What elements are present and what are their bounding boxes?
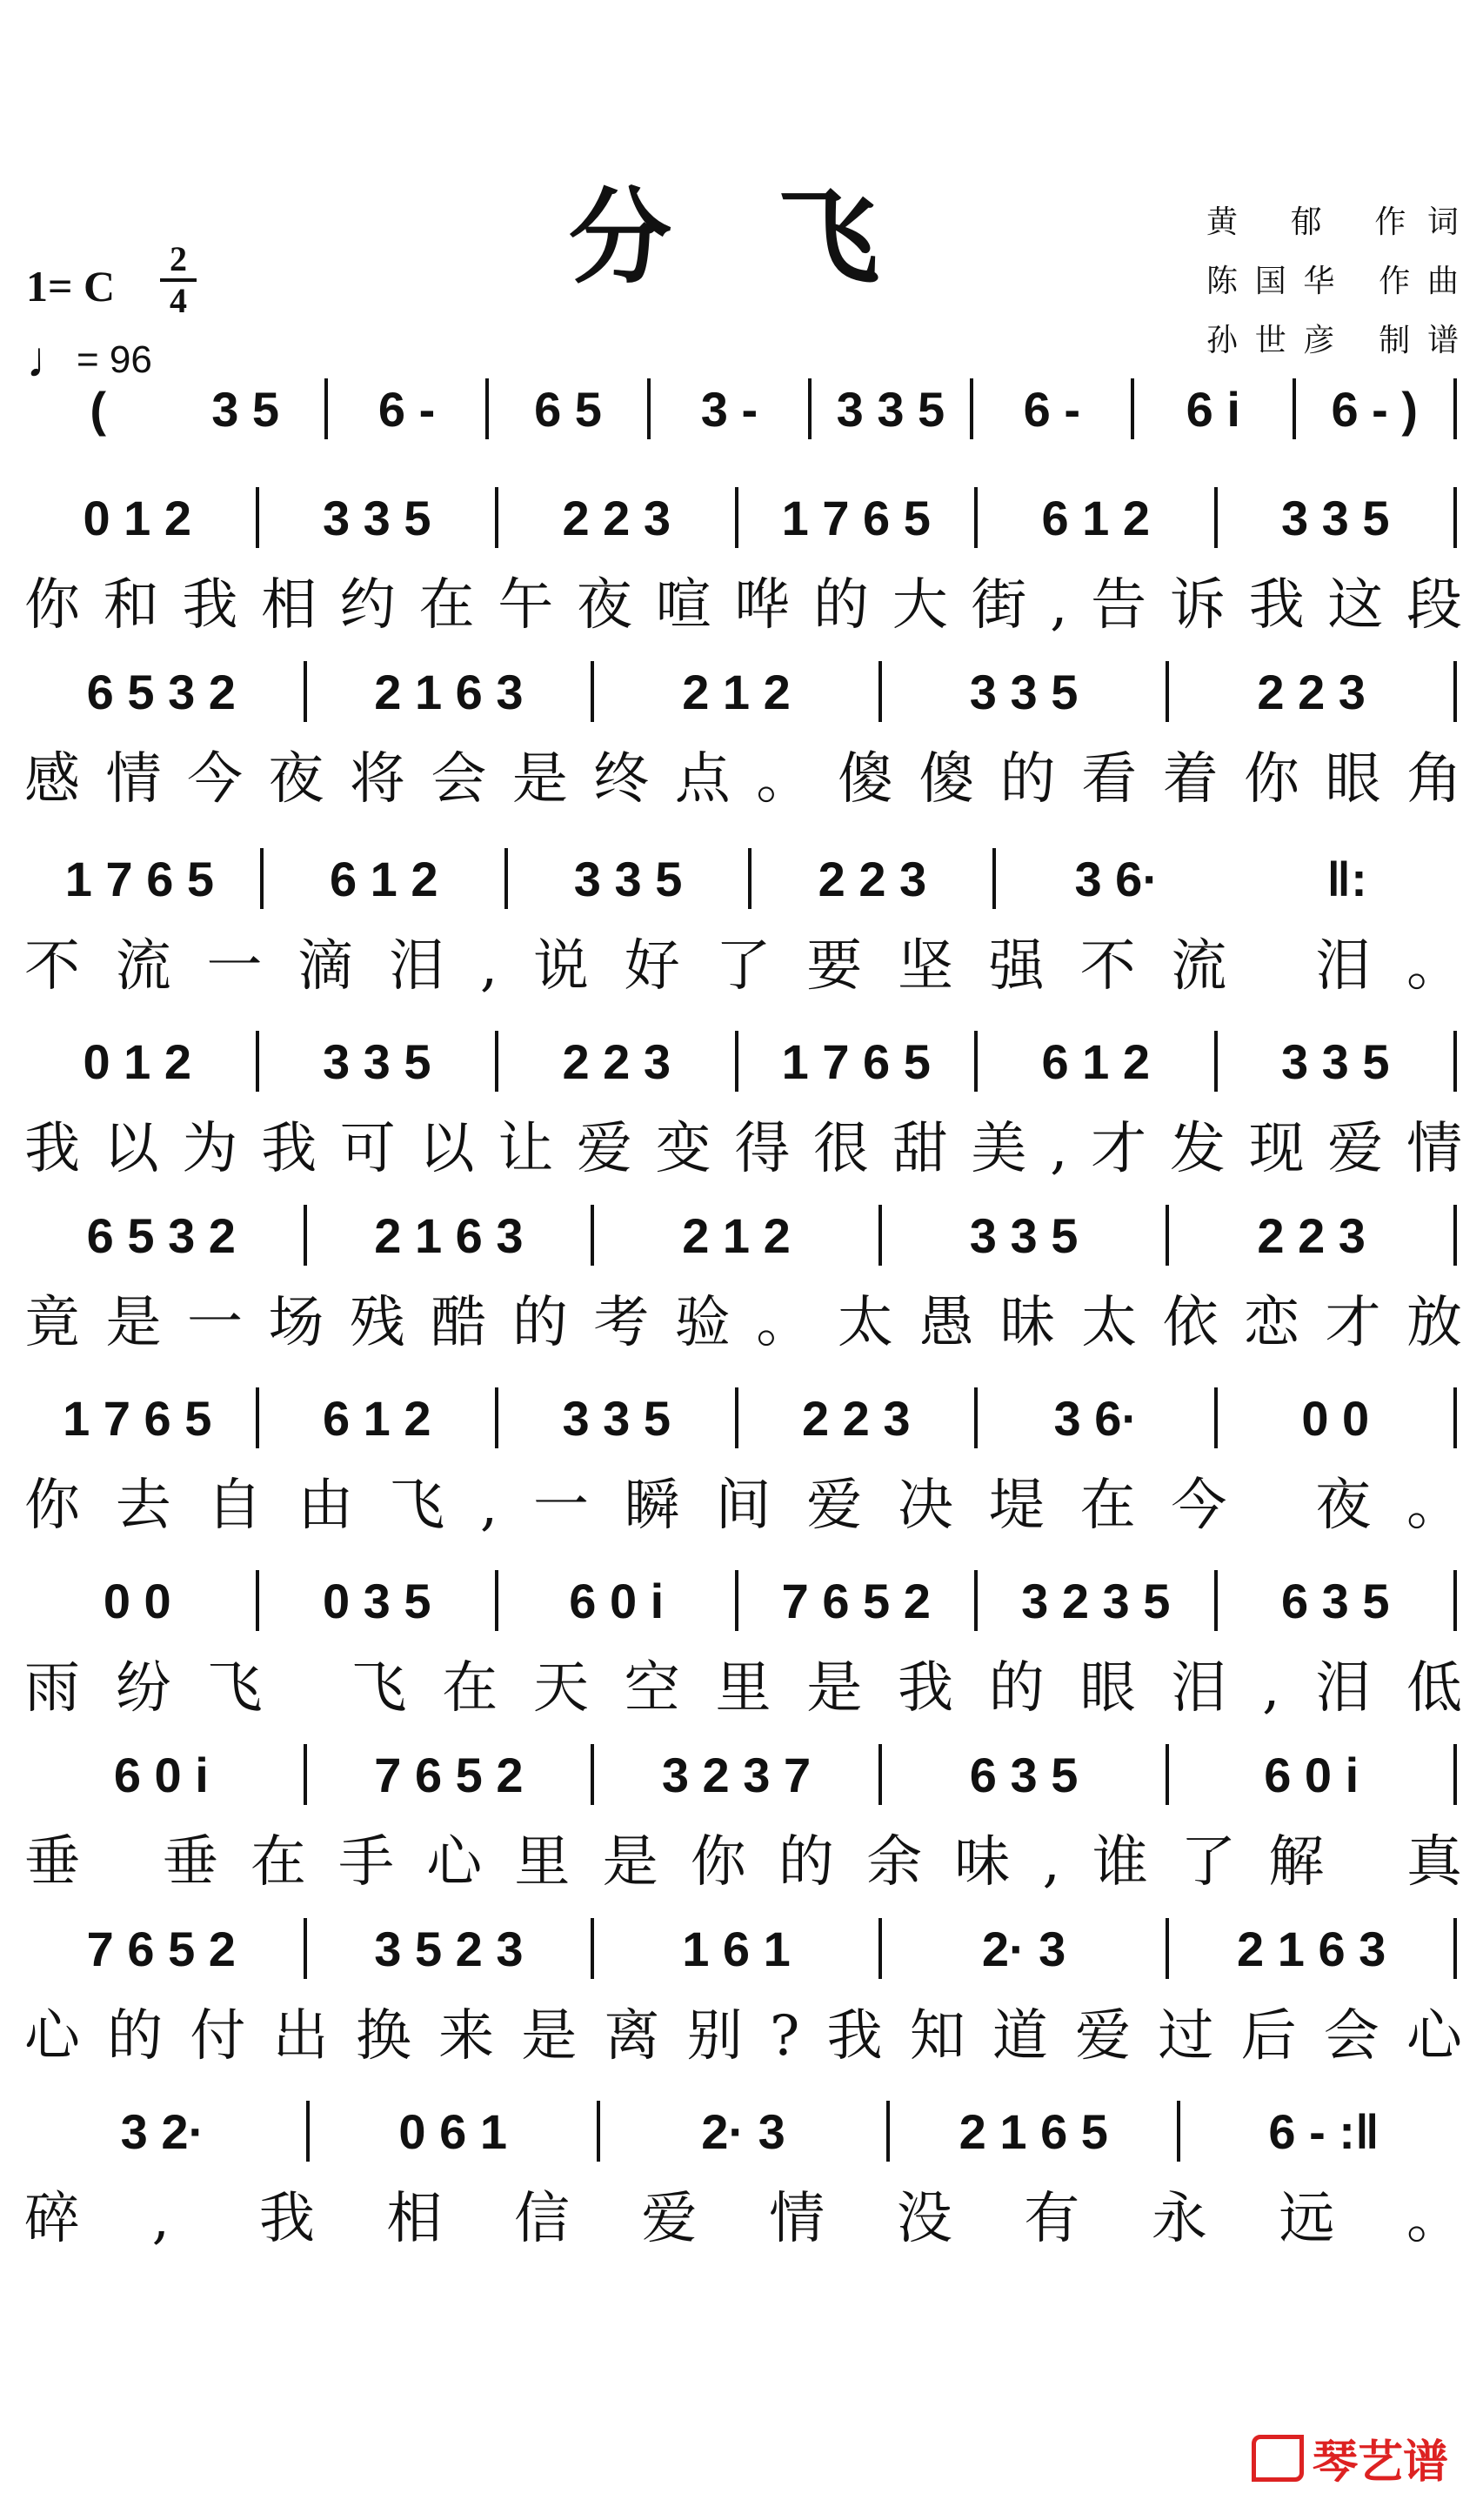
time-top: 2 <box>170 239 187 278</box>
note-group: 6 0 i <box>569 1573 665 1628</box>
note-group: 0 3 5 <box>322 1573 431 1628</box>
lyric-line: 我以为我可以让爱变得很甜美,才发现爱情 <box>24 1117 1462 1181</box>
note-group: 6 5 3 2 <box>86 1207 236 1263</box>
bar-line <box>878 1744 882 1805</box>
bar-line <box>591 1205 594 1266</box>
note-group: 3 3 5 <box>573 851 683 906</box>
note-group: 7 6 5 2 <box>374 1747 524 1802</box>
note-group: 1 7 6 5 <box>781 1033 931 1089</box>
bar-line <box>735 487 738 548</box>
bar-line <box>256 487 259 548</box>
bar-line <box>992 848 996 909</box>
note-group: 6 - :‖ <box>1268 2103 1379 2159</box>
note-group: 2 2 3 <box>1257 664 1366 719</box>
lyric-line: 心的付出换来是离别?我知道爱过后会心 <box>24 2004 1462 2069</box>
note-group: 6 - <box>1023 381 1081 437</box>
note-group: 6 - <box>377 381 436 437</box>
bar-line <box>1453 1744 1457 1805</box>
note-group: 3 3 5 <box>1280 1033 1390 1089</box>
bar-line <box>1166 1918 1169 1979</box>
lyricist: 黄 郁 作词 <box>1206 204 1459 240</box>
note-group: 6 i <box>1186 381 1240 437</box>
bar-line <box>1453 1031 1457 1092</box>
bar-line <box>256 1031 259 1092</box>
note-group: 3 3 5 <box>1280 490 1390 545</box>
song-title: 分 飞 <box>568 177 915 297</box>
note-group: 3 3 5 <box>836 381 945 437</box>
bar-line <box>1214 487 1218 548</box>
note-group: ( <box>90 381 107 437</box>
note-group: 2 1 6 3 <box>374 664 524 719</box>
note-group: 3 2 3 5 <box>1021 1573 1171 1628</box>
bar-line <box>647 378 651 439</box>
bar-line <box>1131 378 1134 439</box>
lyrics-row <box>24 1814 1462 1901</box>
note-group: 3 6· <box>1074 851 1159 906</box>
bar-line <box>495 487 498 548</box>
note-group: 0 6 1 <box>398 2103 507 2159</box>
bar-line <box>974 487 978 548</box>
bar-line <box>1166 1744 1169 1805</box>
note-group: 3 3 5 <box>322 1033 431 1089</box>
bar-line <box>304 1918 307 1979</box>
bar-line <box>597 2101 600 2162</box>
lyrics-row <box>24 1457 1462 1544</box>
watermark-text: 琴艺谱 <box>1312 2436 1448 2489</box>
arranger: 孙世彦 制谱 <box>1206 323 1459 358</box>
bar-line <box>324 378 328 439</box>
bar-line <box>878 1918 882 1979</box>
note-group: 2 2 3 <box>562 1033 671 1089</box>
bar-line <box>735 1570 738 1631</box>
note-group: 2 1 6 3 <box>1237 1921 1386 1976</box>
bar-line <box>1453 487 1457 548</box>
bar-line <box>304 1205 307 1266</box>
lyric-line: 竟是一场残酷的考验。太愚昧太依恋才放 <box>24 1291 1462 1355</box>
bar-line <box>974 1570 978 1631</box>
note-group: 3 2 3 7 <box>661 1747 812 1802</box>
bar-line <box>591 1744 594 1805</box>
bar-line <box>748 848 752 909</box>
note-group: 3 5 2 3 <box>374 1921 524 1976</box>
bar-line <box>495 1031 498 1092</box>
bar-line <box>1453 378 1457 439</box>
lyrics-row <box>24 1274 1462 1361</box>
bar-line <box>304 661 307 722</box>
note-group: 6 5 <box>534 381 602 437</box>
note-group: 6 5 3 2 <box>86 664 236 719</box>
credits <box>1206 193 1459 371</box>
lyric-line: 垂 垂在手心里是你的余味,谁了解 真 <box>24 1830 1462 1895</box>
bar-line <box>970 378 973 439</box>
bar-line <box>1214 1031 1218 1092</box>
bar-line <box>1214 1387 1218 1448</box>
notes-row <box>24 1018 1462 1105</box>
tempo-value: = 96 <box>77 338 152 381</box>
note-group: 2 1 2 <box>682 1207 791 1263</box>
note-group: 6 1 2 <box>1041 1033 1151 1089</box>
notes-row <box>24 2088 1462 2175</box>
note-group: 2 2 3 <box>1257 1207 1366 1263</box>
note-group: 2 1 6 5 <box>959 2103 1108 2159</box>
note-group: 6 0 i <box>113 1747 209 1802</box>
bar-line <box>974 1387 978 1448</box>
watermark <box>1252 2425 1448 2490</box>
bar-line <box>1453 1205 1457 1266</box>
bar-line <box>485 378 489 439</box>
notes-row <box>24 365 1462 452</box>
lyric-line: 不流一滴泪,说好了要坚强不流 泪。 <box>24 934 1462 999</box>
bar-line <box>1293 378 1296 439</box>
note-group: 2 1 6 3 <box>374 1207 524 1263</box>
note-group: 0 1 2 <box>83 490 192 545</box>
bar-line <box>504 848 508 909</box>
bar-line <box>735 1031 738 1092</box>
bar-line <box>886 2101 890 2162</box>
bar-line <box>878 1205 882 1266</box>
bar-line <box>808 378 812 439</box>
notes-row <box>24 1905 1462 1992</box>
lyric-line: 你去自由飞,一瞬间爱决堤在今 夜。 <box>24 1474 1462 1538</box>
time-signature <box>157 239 200 320</box>
notes-row <box>24 474 1462 561</box>
note-group: 1 7 6 5 <box>63 1390 212 1446</box>
note-group: 2· 3 <box>981 1921 1066 1976</box>
bar-line <box>1166 1205 1169 1266</box>
bar-line <box>591 661 594 722</box>
note-group: 7 6 5 2 <box>86 1921 236 1976</box>
bar-line <box>1453 1570 1457 1631</box>
note-group: 3 6· <box>1053 1390 1138 1446</box>
note-group: 6 0 i <box>1264 1747 1359 1802</box>
note-group: 6 1 2 <box>1041 490 1151 545</box>
lyric-line: 感情今夜将会是终点。傻傻的看着你眼角 <box>24 747 1462 812</box>
time-bottom: 4 <box>170 281 187 320</box>
note-group: ‖: <box>1326 851 1367 906</box>
bar-line <box>1177 2101 1180 2162</box>
lyrics-row <box>24 1640 1462 1727</box>
lyrics-row <box>24 557 1462 644</box>
bar-line <box>256 1570 259 1631</box>
note-group: 3 - <box>700 381 758 437</box>
bar-line <box>974 1031 978 1092</box>
bar-line <box>260 848 264 909</box>
note-group: 2 1 2 <box>682 664 791 719</box>
lyric-line: 碎, 我相信爱情没有永远。 <box>24 2187 1462 2251</box>
quarter-note-icon: ♩ <box>26 331 77 388</box>
note-group: 6 - ) <box>1331 381 1418 437</box>
note-group: 6 1 2 <box>322 1390 431 1446</box>
lyrics-row <box>24 918 1462 1005</box>
note-group: 0 0 <box>1301 1390 1370 1446</box>
note-group: 1 6 1 <box>682 1921 791 1976</box>
note-group: 0 1 2 <box>83 1033 192 1089</box>
notes-row <box>24 648 1462 735</box>
bar-line <box>306 2101 310 2162</box>
notes-row <box>24 1374 1462 1461</box>
notes-row <box>24 1731 1462 1818</box>
key-signature: 1= C <box>26 262 116 311</box>
bar-line <box>256 1387 259 1448</box>
bar-line <box>1453 1387 1457 1448</box>
note-group: 2· 3 <box>701 2103 785 2159</box>
lyrics-row <box>24 2170 1462 2257</box>
note-group: 6 3 5 <box>1280 1573 1390 1628</box>
note-group: 3 2· <box>120 2103 205 2159</box>
note-group: 1 7 6 5 <box>64 851 215 906</box>
composer: 陈国华 作曲 <box>1206 264 1459 299</box>
note-group: 6 3 5 <box>969 1747 1079 1802</box>
notes-row <box>24 835 1462 922</box>
note-group: 6 1 2 <box>329 851 438 906</box>
note-group: 3 3 5 <box>969 1207 1079 1263</box>
bar-line <box>878 661 882 722</box>
note-group: 7 6 5 2 <box>781 1573 931 1628</box>
bar-line <box>735 1387 738 1448</box>
note-group: 3 5 <box>211 381 280 437</box>
lyrics-row <box>24 1100 1462 1187</box>
lyrics-row <box>24 731 1462 818</box>
note-group: 1 7 6 5 <box>781 490 931 545</box>
bar-line <box>591 1918 594 1979</box>
lyric-line: 雨纷飞 飞在天空里是我的眼泪,泪低 <box>24 1656 1462 1721</box>
note-group: 2 2 3 <box>801 1390 911 1446</box>
bar-line <box>304 1744 307 1805</box>
logo-icon <box>1252 2435 1304 2482</box>
note-group: 0 0 <box>103 1573 171 1628</box>
bar-line <box>1214 1570 1218 1631</box>
note-group: 3 3 5 <box>969 664 1079 719</box>
note-group: 2 2 3 <box>562 490 671 545</box>
note-group: 3 3 5 <box>322 490 431 545</box>
notes-row <box>24 1557 1462 1644</box>
bar-line <box>1453 1918 1457 1979</box>
bar-line <box>1453 661 1457 722</box>
note-group: 2 2 3 <box>818 851 927 906</box>
bar-line <box>495 1387 498 1448</box>
notes-row <box>24 1192 1462 1279</box>
bar-line <box>495 1570 498 1631</box>
note-group: 3 3 5 <box>562 1390 671 1446</box>
bar-line <box>1166 661 1169 722</box>
lyrics-row <box>24 1988 1462 2075</box>
lyric-line: 你和我相约在午夜喧哗的大街,告诉我这段 <box>24 573 1462 638</box>
